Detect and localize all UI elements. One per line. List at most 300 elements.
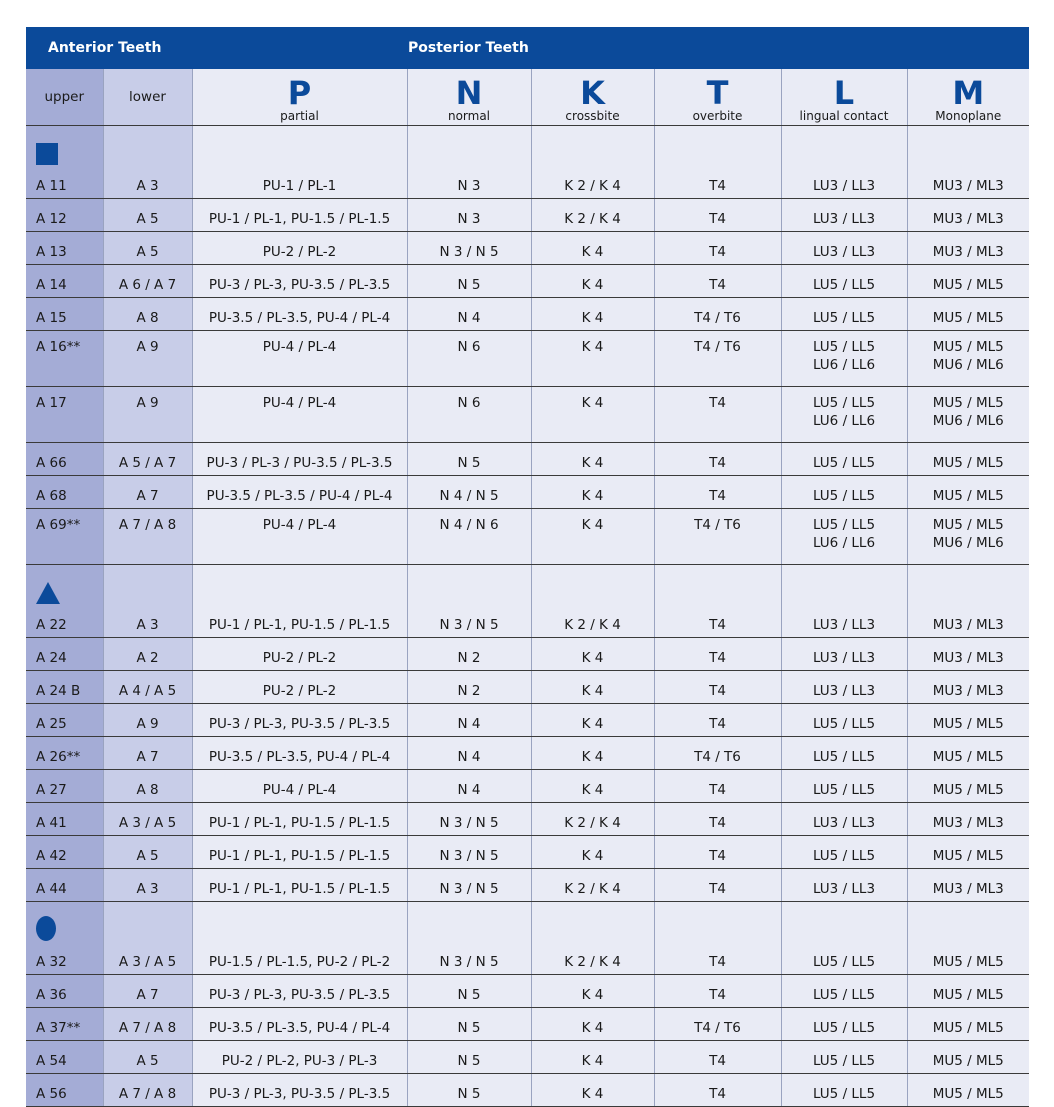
cell-overbite-value: T4 [709, 488, 726, 504]
cell-lower [103, 1041, 192, 1074]
cell-monoplane-value: MU3 / ML3 [932, 881, 1004, 897]
cell-partial-value: PU-1 / PL-1 [262, 178, 337, 194]
cell-crossbite-value: K 4 [581, 488, 604, 504]
cell-upper [26, 1041, 103, 1074]
cell-normal-value: N 3 / N 5 [439, 848, 499, 864]
cell-partial-value: PU-4 / PL-4 [262, 395, 337, 411]
cell-lingual-contact-value: LU5 / LL5 [812, 277, 876, 293]
cell-monoplane [907, 1008, 1029, 1041]
cell-partial-value: PU-1 / PL-1, PU-1.5 / PL-1.5 [208, 617, 391, 633]
cell-lower-value: A 5 [136, 244, 159, 260]
cell-lingual-contact-value: LU6 / LL6 [812, 413, 876, 429]
cell-lower [103, 671, 192, 704]
table-row [26, 638, 1029, 671]
cell-upper [26, 704, 103, 737]
cell-normal-value: N 3 [457, 211, 481, 227]
upper-mould: A 22 [36, 617, 67, 633]
cell-lower-value: A 3 [136, 881, 159, 897]
cell-partial-value: PU-1 / PL-1, PU-1.5 / PL-1.5 [208, 881, 391, 897]
cell-overbite-value: T4 [709, 683, 726, 699]
cell-monoplane [907, 298, 1029, 331]
table-row [26, 1074, 1029, 1107]
cell-overbite [654, 836, 781, 869]
cell-lower [103, 1008, 192, 1041]
cell-lower-value: A 3 [136, 617, 159, 633]
cell-crossbite [531, 565, 654, 638]
table-row [26, 1041, 1029, 1074]
cell-lingual-contact-value: LU3 / LL3 [812, 650, 876, 666]
cell-crossbite [531, 902, 654, 975]
cell-overbite [654, 265, 781, 298]
cell-normal [407, 443, 531, 476]
cell-partial [192, 737, 407, 770]
cell-crossbite-value: K 4 [581, 339, 604, 355]
cell-crossbite [531, 509, 654, 565]
column-label: partial [280, 109, 319, 123]
cell-lower-value: A 9 [136, 395, 159, 411]
cell-lingual-contact-value: LU5 / LL5 [812, 954, 876, 970]
cell-overbite [654, 476, 781, 509]
cell-lingual-contact-value: LU5 / LL5 [812, 339, 876, 355]
column-header-upper: upper [26, 69, 103, 126]
cell-lingual-contact-value: LU5 / LL5 [812, 488, 876, 504]
cell-overbite [654, 509, 781, 565]
cell-lower-value: A 9 [136, 339, 159, 355]
upper-mould: A 24 B [36, 683, 81, 699]
cell-monoplane [907, 671, 1029, 704]
cell-crossbite [531, 975, 654, 1008]
cell-partial-value: PU-3.5 / PL-3.5, PU-4 / PL-4 [208, 749, 391, 765]
cell-overbite-value: T4 / T6 [694, 749, 741, 765]
cell-partial-value: PU-3 / PL-3, PU-3.5 / PL-3.5 [208, 1086, 391, 1102]
cell-lower-value: A 5 [136, 848, 159, 864]
cell-crossbite-value: K 4 [581, 1086, 604, 1102]
cell-partial-value: PU-3 / PL-3 / PU-3.5 / PL-3.5 [206, 455, 393, 471]
cell-lower [103, 770, 192, 803]
cell-normal [407, 232, 531, 265]
cell-monoplane [907, 704, 1029, 737]
cell-lingual-contact [781, 565, 907, 638]
cell-normal [407, 975, 531, 1008]
cell-lingual-contact [781, 975, 907, 1008]
cell-crossbite [531, 232, 654, 265]
column-header-row [26, 69, 1029, 126]
cell-lower [103, 387, 192, 443]
cell-lingual-contact-value: LU5 / LL5 [812, 455, 876, 471]
cell-overbite-value: T4 [709, 782, 726, 798]
cell-normal-value: N 2 [457, 650, 481, 666]
cell-monoplane-value: MU5 / ML5 [932, 488, 1004, 504]
cell-upper [26, 565, 103, 638]
cell-crossbite-value: K 4 [581, 987, 604, 1003]
cell-overbite-value: T4 [709, 617, 726, 633]
cell-crossbite-value: K 4 [581, 1053, 604, 1069]
cell-upper [26, 836, 103, 869]
cell-lingual-contact [781, 265, 907, 298]
cell-normal [407, 836, 531, 869]
cell-normal [407, 199, 531, 232]
table-row [26, 1008, 1029, 1041]
cell-lingual-contact [781, 298, 907, 331]
cell-lingual-contact-value: LU3 / LL3 [812, 244, 876, 260]
cell-overbite [654, 443, 781, 476]
cell-crossbite [531, 199, 654, 232]
anterior-teeth-title: Anterior Teeth [48, 40, 162, 56]
cell-lower-value: A 7 [136, 749, 159, 765]
cell-lower-value: A 6 / A 7 [118, 277, 177, 293]
cell-partial [192, 836, 407, 869]
column-header-monoplane [907, 69, 1029, 126]
cell-lower-value: A 7 [136, 987, 159, 1003]
cell-partial-value: PU-4 / PL-4 [262, 517, 337, 533]
cell-monoplane-value: MU3 / ML3 [932, 650, 1004, 666]
cell-normal-value: N 3 / N 5 [439, 881, 499, 897]
cell-monoplane-value: MU5 / ML5 [932, 339, 1004, 355]
upper-mould: A 16** [36, 339, 81, 355]
upper-mould: A 26** [36, 749, 81, 765]
cell-lingual-contact [781, 387, 907, 443]
table-row [26, 803, 1029, 836]
cell-monoplane-value: MU5 / ML5 [932, 954, 1004, 970]
cell-normal [407, 126, 531, 199]
cell-upper [26, 869, 103, 902]
table-row [26, 671, 1029, 704]
cell-crossbite-value: K 4 [581, 716, 604, 732]
cell-crossbite-value: K 4 [581, 517, 604, 533]
table-row [26, 836, 1029, 869]
table-row [26, 126, 1029, 199]
cell-overbite-value: T4 / T6 [694, 310, 741, 326]
cell-normal-value: N 3 [457, 178, 481, 194]
cell-normal-value: N 2 [457, 683, 481, 699]
cell-upper [26, 331, 103, 387]
cell-lingual-contact-value: LU3 / LL3 [812, 211, 876, 227]
upper-mould: A 12 [36, 211, 67, 227]
column-header-crossbite [531, 69, 654, 126]
cell-crossbite [531, 803, 654, 836]
cell-lingual-contact [781, 126, 907, 199]
cell-crossbite [531, 265, 654, 298]
cell-lingual-contact [781, 770, 907, 803]
cell-partial [192, 671, 407, 704]
cell-upper [26, 975, 103, 1008]
cell-partial [192, 803, 407, 836]
cell-overbite [654, 975, 781, 1008]
cell-partial [192, 869, 407, 902]
cell-crossbite [531, 476, 654, 509]
cell-crossbite-value: K 2 / K 4 [564, 617, 621, 633]
cell-overbite [654, 1008, 781, 1041]
cell-crossbite-value: K 2 / K 4 [564, 211, 621, 227]
cell-lingual-contact [781, 199, 907, 232]
cell-partial-value: PU-3 / PL-3, PU-3.5 / PL-3.5 [208, 987, 391, 1003]
cell-lower [103, 476, 192, 509]
cell-crossbite-value: K 2 / K 4 [564, 881, 621, 897]
cell-crossbite [531, 1041, 654, 1074]
column-letter: P [287, 74, 312, 112]
cell-lingual-contact-value: LU3 / LL3 [812, 178, 876, 194]
cell-lower [103, 509, 192, 565]
table-row [26, 232, 1029, 265]
cell-crossbite [531, 638, 654, 671]
cell-upper [26, 902, 103, 975]
cell-partial-value: PU-2 / PL-2 [262, 244, 337, 260]
cell-crossbite-value: K 4 [581, 455, 604, 471]
cell-overbite-value: T4 [709, 716, 726, 732]
column-letter: N [455, 74, 483, 112]
upper-mould: A 42 [36, 848, 67, 864]
cell-lingual-contact [781, 232, 907, 265]
cell-overbite-value: T4 / T6 [694, 517, 741, 533]
cell-crossbite-value: K 4 [581, 650, 604, 666]
cell-lower [103, 869, 192, 902]
cell-monoplane-value: MU5 / ML5 [932, 782, 1004, 798]
cell-crossbite-value: K 2 / K 4 [564, 954, 621, 970]
posterior-teeth-title: Posterior Teeth [408, 40, 529, 56]
cell-monoplane-value: MU6 / ML6 [932, 535, 1004, 551]
cell-lingual-contact-value: LU5 / LL5 [812, 987, 876, 1003]
cell-lower [103, 836, 192, 869]
cell-normal-value: N 4 [457, 749, 481, 765]
cell-overbite [654, 902, 781, 975]
table-row [26, 770, 1029, 803]
cell-monoplane [907, 443, 1029, 476]
cell-lower-value: A 3 [136, 178, 159, 194]
column-header-lingual-contact [781, 69, 907, 126]
cell-lower [103, 265, 192, 298]
cell-lower-value: A 3 / A 5 [118, 815, 177, 831]
cell-normal [407, 509, 531, 565]
cell-monoplane-value: MU5 / ML5 [932, 716, 1004, 732]
cell-partial [192, 387, 407, 443]
cell-monoplane [907, 1041, 1029, 1074]
cell-overbite [654, 737, 781, 770]
cell-crossbite-value: K 2 / K 4 [564, 815, 621, 831]
column-letter: K [580, 74, 605, 112]
upper-mould: A 25 [36, 716, 67, 732]
upper-mould: A 24 [36, 650, 67, 666]
cell-normal-value: N 5 [457, 1020, 481, 1036]
cell-lingual-contact [781, 638, 907, 671]
cell-crossbite [531, 331, 654, 387]
upper-mould: A 56 [36, 1086, 67, 1102]
cell-crossbite [531, 869, 654, 902]
cell-overbite [654, 199, 781, 232]
cell-crossbite-value: K 4 [581, 395, 604, 411]
cell-lingual-contact [781, 803, 907, 836]
cell-upper [26, 126, 103, 199]
cell-lower-value: A 9 [136, 716, 159, 732]
cell-lower [103, 902, 192, 975]
cell-lower [103, 1074, 192, 1107]
cell-lingual-contact [781, 1008, 907, 1041]
cell-lingual-contact [781, 476, 907, 509]
cell-lower [103, 331, 192, 387]
cell-normal [407, 902, 531, 975]
cell-monoplane [907, 265, 1029, 298]
cell-monoplane-value: MU3 / ML3 [932, 178, 1004, 194]
column-label: Monoplane [935, 109, 1002, 123]
cell-normal [407, 770, 531, 803]
cell-overbite [654, 126, 781, 199]
cell-lower-value: A 8 [136, 782, 159, 798]
cell-lower [103, 443, 192, 476]
cell-crossbite [531, 704, 654, 737]
cell-normal-value: N 3 / N 5 [439, 244, 499, 260]
cell-partial [192, 770, 407, 803]
cell-normal-value: N 3 / N 5 [439, 617, 499, 633]
cell-monoplane [907, 836, 1029, 869]
table-row [26, 265, 1029, 298]
cell-lower-value: A 7 / A 8 [118, 1020, 177, 1036]
cell-normal [407, 565, 531, 638]
cell-normal [407, 265, 531, 298]
cell-upper [26, 1008, 103, 1041]
cell-monoplane-value: MU5 / ML5 [932, 277, 1004, 293]
cell-upper [26, 298, 103, 331]
cell-crossbite [531, 1008, 654, 1041]
cell-monoplane [907, 199, 1029, 232]
cell-monoplane-value: MU5 / ML5 [932, 517, 1004, 533]
cell-monoplane [907, 565, 1029, 638]
cell-normal [407, 671, 531, 704]
cell-upper [26, 199, 103, 232]
cell-lower [103, 126, 192, 199]
cell-monoplane-value: MU5 / ML5 [932, 1053, 1004, 1069]
cell-lingual-contact-value: LU6 / LL6 [812, 357, 876, 373]
cell-partial-value: PU-2 / PL-2 [262, 683, 337, 699]
cell-monoplane [907, 331, 1029, 387]
cell-overbite [654, 803, 781, 836]
cell-crossbite-value: K 4 [581, 848, 604, 864]
cell-overbite-value: T4 [709, 1086, 726, 1102]
cell-normal [407, 638, 531, 671]
tooth-mould-table [26, 27, 1029, 1107]
cell-overbite-value: T4 [709, 1053, 726, 1069]
cell-normal-value: N 5 [457, 455, 481, 471]
cell-partial-value: PU-2 / PL-2, PU-3 / PL-3 [221, 1053, 378, 1069]
cell-monoplane-value: MU5 / ML5 [932, 455, 1004, 471]
cell-lower [103, 565, 192, 638]
cell-normal [407, 803, 531, 836]
cell-monoplane-value: MU5 / ML5 [932, 310, 1004, 326]
cell-partial-value: PU-1 / PL-1, PU-1.5 / PL-1.5 [208, 211, 391, 227]
cell-partial [192, 1008, 407, 1041]
table-row [26, 902, 1029, 975]
square-icon [36, 143, 58, 165]
cell-partial-value: PU-3 / PL-3, PU-3.5 / PL-3.5 [208, 277, 391, 293]
cell-overbite [654, 232, 781, 265]
cell-partial-value: PU-1 / PL-1, PU-1.5 / PL-1.5 [208, 815, 391, 831]
upper-mould: A 69** [36, 517, 81, 533]
cell-monoplane [907, 509, 1029, 565]
cell-crossbite [531, 770, 654, 803]
cell-lower-value: A 5 [136, 211, 159, 227]
cell-partial [192, 331, 407, 387]
cell-upper [26, 1074, 103, 1107]
cell-monoplane [907, 737, 1029, 770]
cell-crossbite [531, 443, 654, 476]
upper-mould: A 11 [36, 178, 67, 194]
cell-upper [26, 737, 103, 770]
cell-overbite-value: T4 [709, 455, 726, 471]
cell-lingual-contact-value: LU3 / LL3 [812, 881, 876, 897]
cell-normal [407, 1041, 531, 1074]
cell-lower-value: A 4 / A 5 [118, 683, 177, 699]
cell-normal [407, 737, 531, 770]
cell-lower-value: A 8 [136, 310, 159, 326]
upper-mould: A 13 [36, 244, 67, 260]
cell-crossbite-value: K 4 [581, 310, 604, 326]
cell-normal [407, 387, 531, 443]
cell-normal [407, 331, 531, 387]
column-header-overbite [654, 69, 781, 126]
circle-icon [36, 916, 56, 941]
cell-lingual-contact [781, 1074, 907, 1107]
cell-partial-value: PU-3.5 / PL-3.5, PU-4 / PL-4 [208, 310, 391, 326]
cell-upper [26, 443, 103, 476]
cell-overbite-value: T4 [709, 244, 726, 260]
cell-lower-value: A 3 / A 5 [118, 954, 177, 970]
cell-crossbite-value: K 4 [581, 683, 604, 699]
cell-upper [26, 509, 103, 565]
cell-crossbite-value: K 4 [581, 1020, 604, 1036]
cell-overbite [654, 1074, 781, 1107]
cell-lower [103, 704, 192, 737]
column-label: crossbite [565, 109, 620, 123]
cell-upper [26, 671, 103, 704]
cell-monoplane [907, 126, 1029, 199]
cell-lingual-contact-value: LU5 / LL5 [812, 310, 876, 326]
column-letter: L [833, 74, 855, 112]
upper-mould: A 37** [36, 1020, 81, 1036]
cell-overbite-value: T4 / T6 [694, 1020, 741, 1036]
table-row [26, 298, 1029, 331]
cell-lingual-contact-value: LU3 / LL3 [812, 683, 876, 699]
cell-upper [26, 265, 103, 298]
cell-normal-value: N 4 / N 5 [439, 488, 499, 504]
cell-partial [192, 1074, 407, 1107]
cell-overbite [654, 638, 781, 671]
cell-overbite [654, 1041, 781, 1074]
cell-overbite-value: T4 [709, 815, 726, 831]
cell-upper [26, 803, 103, 836]
cell-monoplane-value: MU3 / ML3 [932, 211, 1004, 227]
cell-overbite-value: T4 / T6 [694, 339, 741, 355]
cell-partial-value: PU-4 / PL-4 [262, 339, 337, 355]
cell-monoplane [907, 387, 1029, 443]
cell-lower [103, 638, 192, 671]
cell-lower-value: A 7 / A 8 [118, 517, 177, 533]
cell-lingual-contact [781, 704, 907, 737]
cell-partial-value: PU-4 / PL-4 [262, 782, 337, 798]
cell-partial [192, 199, 407, 232]
cell-monoplane [907, 975, 1029, 1008]
cell-normal-value: N 6 [457, 395, 481, 411]
table-body [26, 126, 1029, 1107]
upper-mould: A 15 [36, 310, 67, 326]
cell-normal-value: N 4 [457, 310, 481, 326]
table-row [26, 737, 1029, 770]
cell-overbite-value: T4 [709, 881, 726, 897]
cell-upper [26, 476, 103, 509]
upper-mould: A 41 [36, 815, 67, 831]
cell-crossbite-value: K 4 [581, 277, 604, 293]
cell-monoplane-value: MU5 / ML5 [932, 1086, 1004, 1102]
cell-monoplane [907, 1074, 1029, 1107]
cell-overbite-value: T4 [709, 987, 726, 1003]
cell-overbite-value: T4 [709, 954, 726, 970]
